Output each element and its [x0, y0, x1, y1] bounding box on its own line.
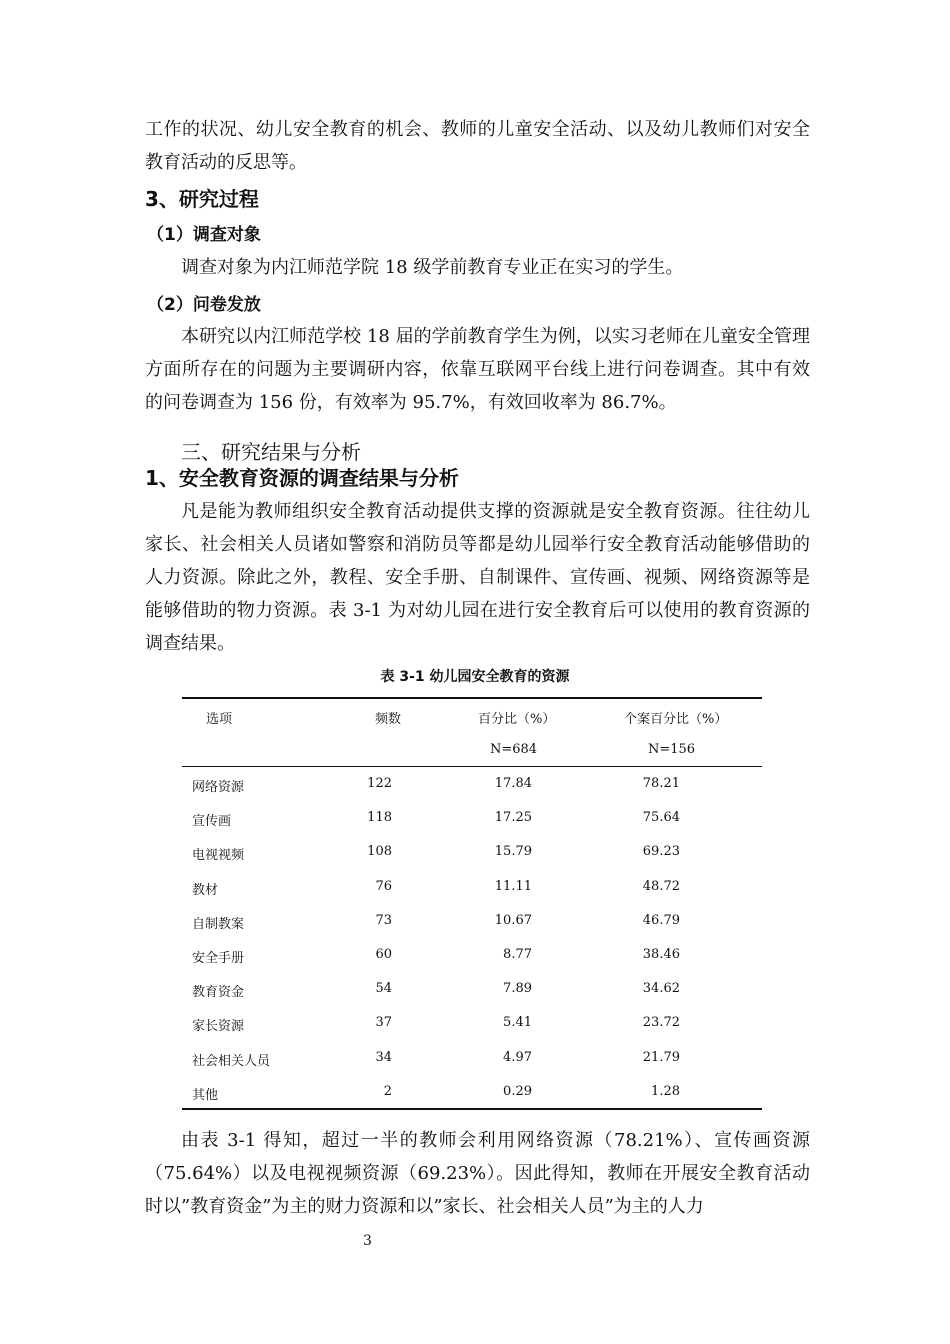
heading-safety-resources: 1、安全教育资源的调查结果与分析 — [145, 466, 459, 490]
cell-case-percent: 48.72 — [642, 878, 680, 894]
cell-option: 教材 — [192, 882, 219, 898]
cell-option: 电视视频 — [192, 848, 245, 864]
header-option: 选项 — [206, 712, 233, 727]
cell-frequency: 76 — [375, 878, 392, 894]
paragraph-survey-subjects: 调查对象为内江师范学院 18 级学前教育专业正在实习的学生。 — [181, 257, 684, 278]
cell-percent: 7.89 — [503, 981, 532, 997]
heading-results-analysis: 三、研究结果与分析 — [181, 440, 361, 464]
cell-percent: 8.77 — [503, 947, 532, 962]
heading-research-process: 3、研究过程 — [145, 187, 259, 211]
cell-case-percent: 78.21 — [642, 776, 680, 791]
cell-option: 宣传画 — [192, 814, 232, 830]
page-number: 3 — [363, 1233, 372, 1249]
table-caption: 表 3-1 幼儿园安全教育的资源 — [380, 669, 570, 685]
cell-percent: 10.67 — [494, 912, 532, 928]
cell-case-percent: 23.72 — [642, 1015, 680, 1031]
cell-frequency: 118 — [367, 810, 392, 826]
cell-case-percent: 34.62 — [642, 981, 680, 997]
cell-frequency: 60 — [375, 947, 392, 962]
cell-option: 社会相关人员 — [192, 1053, 271, 1069]
table-header-rule — [182, 766, 762, 767]
cell-option: 自制教案 — [192, 916, 245, 932]
heading-questionnaire-distribution: （2）问卷发放 — [147, 295, 261, 315]
cell-case-percent: 21.79 — [642, 1049, 680, 1065]
cell-frequency: 34 — [375, 1049, 392, 1065]
table-top-rule — [182, 697, 762, 699]
cell-frequency: 2 — [383, 1083, 392, 1099]
cell-option: 其他 — [192, 1087, 219, 1103]
paragraph-conclusion: 由表 3-1 得知，超过一半的教师会利用网络资源（78.21%）、宣传画资源（75.64%）以及电视视频资源（69.23%）。因此得知，教师在开展安全教育活动时以”教育资金”为主的财力资源和以”家长、社会相关人员”为主的人力 — [145, 1130, 810, 1217]
header-case-percent: 个案百分比（%） — [624, 712, 728, 727]
cell-option: 安全手册 — [192, 951, 245, 966]
table-bottom-rule — [182, 1108, 762, 1110]
cell-percent: 11.11 — [494, 878, 532, 894]
cell-percent: 0.29 — [503, 1083, 532, 1099]
cell-case-percent: 38.46 — [642, 947, 680, 962]
paragraph-questionnaire-distribution: 本研究以内江师范学校 18 届的学前教育学生为例，以实习老师在儿童安全管理方面所存在的问题为主要调研内容，依靠互联网平台线上进行问卷调查。其中有效的问卷调查为 156 份，有效率为 95.7%，有效回收率为 86.7%。 — [145, 326, 810, 413]
header-percent: 百分比（%） — [478, 712, 556, 727]
cell-frequency: 122 — [367, 776, 392, 791]
cell-percent: 4.97 — [503, 1049, 532, 1065]
cell-option: 网络资源 — [192, 780, 245, 795]
cell-case-percent: 69.23 — [642, 844, 680, 860]
cell-option: 家长资源 — [192, 1019, 245, 1035]
cell-percent: 17.84 — [494, 776, 532, 791]
paragraph-safety-resources: 凡是能为教师组织安全教育活动提供支撑的资源就是安全教育资源。往往幼儿家长、社会相关人员诸如警察和消防员等都是幼儿园举行安全教育活动能够借助的人力资源。除此之外，教程、安全手册、自制课件、宣传画、视频、网络资源等是能够借助的物力资源。表 3-1 为对幼儿园在进行安全教育后可以使用的教育资源的调查结果。 — [145, 501, 810, 654]
cell-frequency: 73 — [375, 912, 392, 928]
cell-case-percent: 46.79 — [642, 912, 680, 928]
cell-frequency: 37 — [375, 1015, 392, 1031]
subheader-case-percent: N=156 — [648, 742, 696, 757]
paragraph-intro: 工作的状况、幼儿安全教育的机会、教师的儿童安全活动、以及幼儿教师们对安全教育活动的反思等。 — [145, 119, 810, 173]
subheader-percent: N=684 — [490, 742, 538, 757]
cell-case-percent: 1.28 — [651, 1083, 680, 1099]
header-frequency: 频数 — [375, 712, 402, 727]
cell-frequency: 54 — [375, 981, 392, 997]
cell-option: 教育资金 — [192, 985, 245, 1001]
cell-percent: 17.25 — [494, 810, 532, 826]
cell-frequency: 108 — [367, 844, 392, 860]
heading-survey-subjects: （1）调查对象 — [147, 225, 261, 245]
cell-case-percent: 75.64 — [642, 810, 680, 826]
cell-percent: 15.79 — [494, 844, 532, 860]
cell-percent: 5.41 — [503, 1015, 532, 1031]
